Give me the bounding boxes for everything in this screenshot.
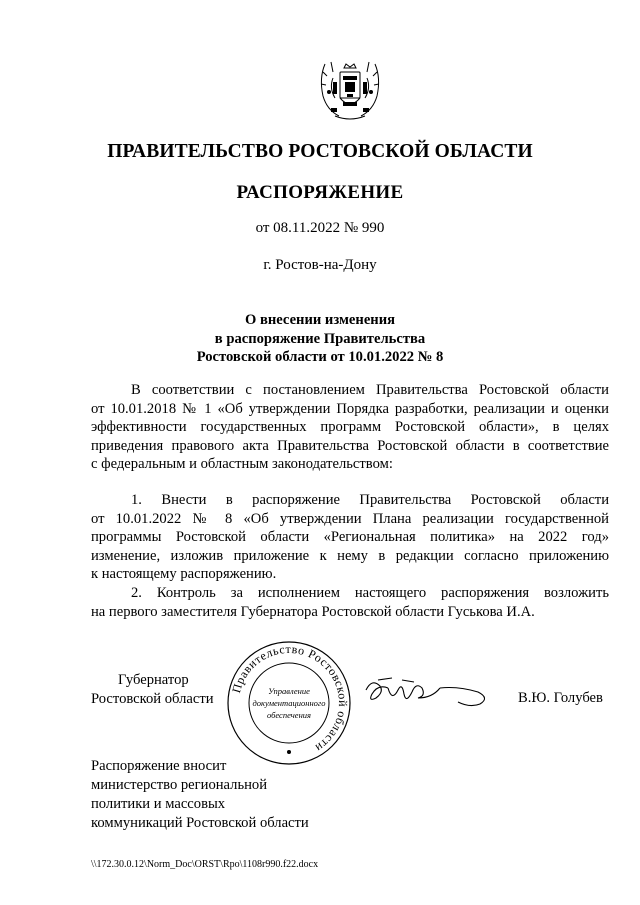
date-and-number: от 08.11.2022 № 990 [255, 220, 385, 236]
document-subject [0, 311, 640, 367]
subject-line: в распоряжение Правительства [214, 330, 426, 347]
submitter-line: Распоряжение вносит [91, 758, 227, 774]
text-line: к настоящему распоряжению. [91, 566, 277, 583]
text-line: от 10.01.2018 № 1 «Об утверждении Порядка разработки, реализации и оценки [91, 400, 609, 417]
official-seal [226, 640, 352, 766]
text-line: 1. Внести в распоряжение Правительства Ростовской области [131, 492, 609, 508]
position-line: Губернатор [118, 672, 189, 688]
text-line: приведения правового акта Правительства Ростовской области в соответствие [91, 437, 609, 454]
text-line: с федеральным и областным законодательством: [91, 456, 393, 473]
coat-of-arms-emblem [313, 58, 387, 122]
text-line: В соответствии с постановлением Правительства Ростовской области [131, 382, 609, 398]
subject-line: Ростовской области от 10.01.2022 № 8 [196, 349, 444, 366]
text-line: 2. Контроль за исполнением настоящего распоряжения возложить [131, 585, 609, 601]
text-line: изменение, изложив приложение к нему в редакции согласно приложению [91, 547, 609, 564]
document-type: РАСПОРЯЖЕНИЕ [236, 182, 404, 203]
city: г. Ростов-на-Дону [263, 257, 377, 273]
government-title: ПРАВИТЕЛЬСТВО РОСТОВСКОЙ ОБЛАСТИ [107, 141, 533, 162]
submitter-block [91, 757, 309, 833]
handwritten-signature [358, 668, 498, 720]
file-path: \\172.30.0.12\Norm_Doc\ORST\Rpo\1108r990.f22.docx [91, 859, 319, 870]
text-line: на первого заместителя Губернатора Ростовской области Гуськова И.А. [91, 603, 535, 620]
seal-inner-line: обеспечения [266, 710, 312, 720]
seal-ring-text: Правительство Ростовской области [229, 641, 351, 756]
text-line: эффективности государственных программ Ростовской области», в целях [91, 419, 609, 436]
paragraph-item-1 [91, 491, 609, 584]
text-line: программы Ростовской области «Региональная политика» на 2022 год» [91, 529, 609, 546]
signatory-position [91, 671, 214, 709]
submitter-line: коммуникаций Ростовской области [91, 815, 309, 831]
paragraph-item-2 [91, 584, 609, 621]
text-line: от 10.01.2022 № 8 «Об утверждении Плана реализации государственной [91, 510, 609, 527]
signatory-name: В.Ю. Голубев [518, 690, 603, 706]
position-line: Ростовской области [91, 691, 214, 707]
paragraph-preamble [91, 381, 609, 474]
submitter-line: политики и массовых [91, 796, 226, 812]
subject-line: О внесении изменения [244, 312, 396, 328]
seal-inner-line: документационного [252, 698, 326, 708]
seal-inner-line: Управление [268, 686, 310, 696]
submitter-line: министерство региональной [91, 777, 268, 793]
